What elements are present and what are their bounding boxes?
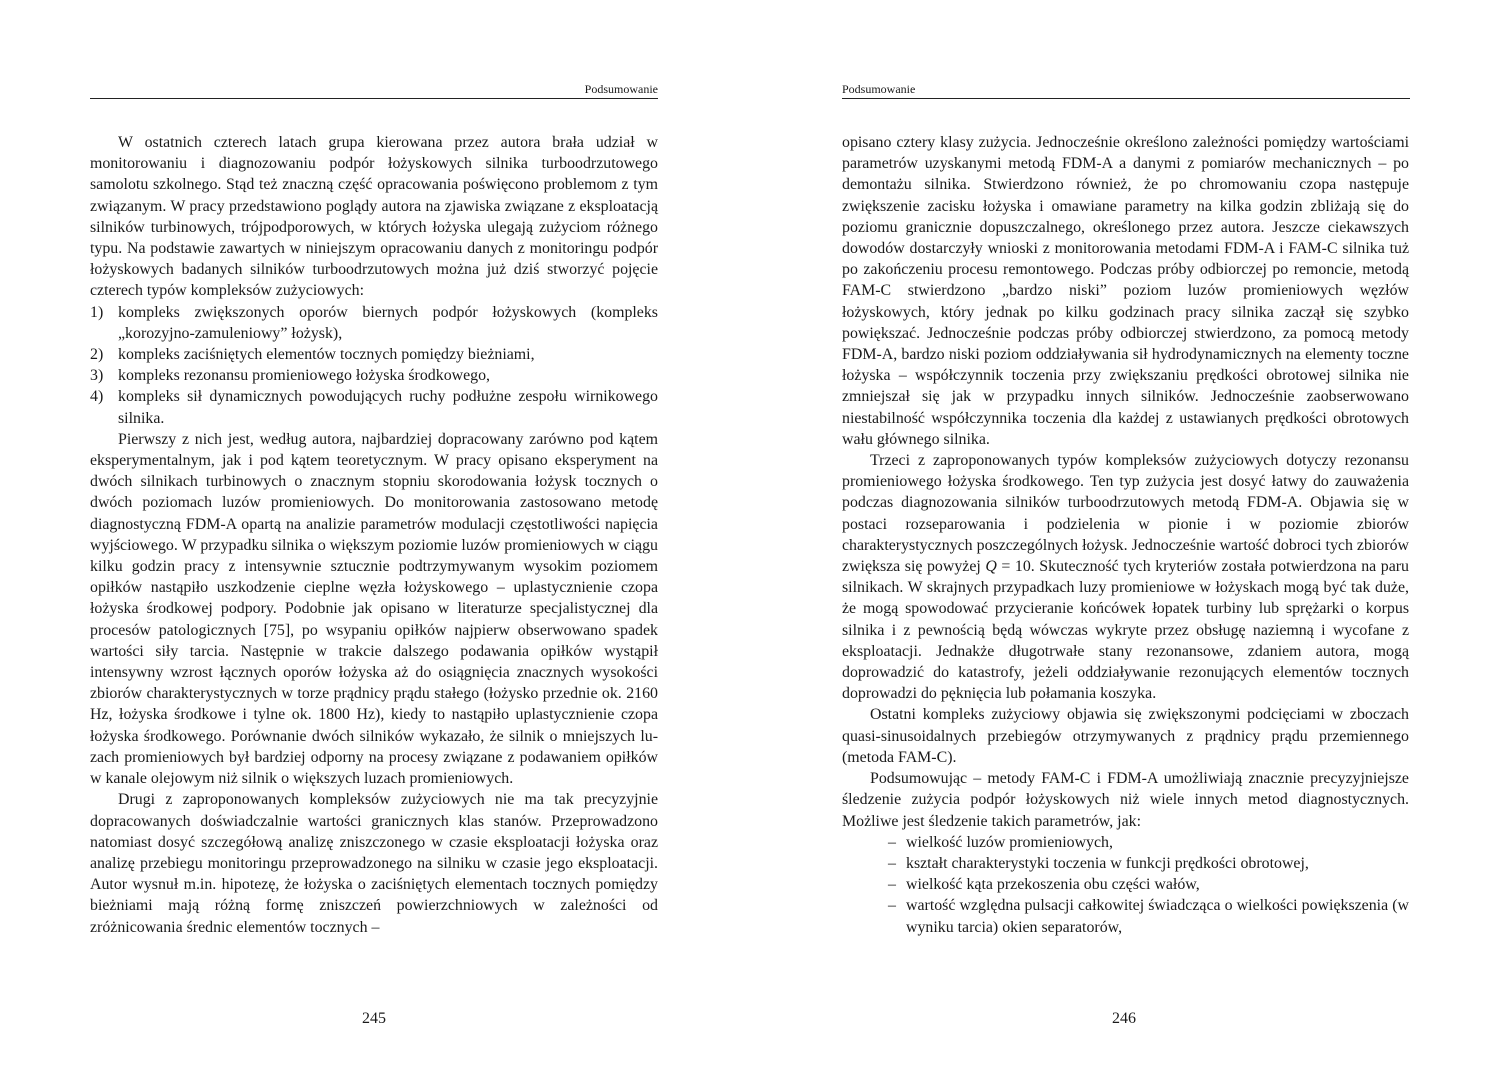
dash-list <box>888 832 1409 938</box>
list-number: 3) <box>90 367 104 385</box>
numbered-list <box>90 302 658 429</box>
list-dash: – <box>888 897 896 915</box>
list-item <box>90 344 658 365</box>
paragraph <box>842 450 1409 704</box>
paragraph: Podsumowując – metody FAM-C i FDM-A umożliwiają znacznie precyzyjniejsze śledzenie zużycia podpór łożyskowych niż wiele innych metod diagnostycznych. Możliwe jest śledzenie takich parametrów, jak: <box>842 770 1409 830</box>
list-item <box>90 302 658 344</box>
q-symbol: Q <box>985 558 997 576</box>
list-item-text: wielkość luzów promieniowych, <box>906 833 1113 851</box>
list-item <box>90 365 658 386</box>
list-number: 1) <box>90 303 104 321</box>
paragraph: Pierwszy z nich jest, według autora, najbardziej dopracowany zarówno pod kątem eksperymentalnym, jak i pod kątem teoretycznym. W pracy opisano eksperyment na dwóch silnikach turbinowych o znacznym stopniu skorodowania łożysk tocznych o dwóch poziomach luzów promieniowych. Do monitorowania zastosowano metodę diagnostyczną FDM-A opartą na analizie parametrów modulacji częstotliwości napięcia wyjściowego. W przypadku silnika o większym poziomie luzów promieniowych w ciągu kilku godzin pracy z intensywnie sztucznie podtrzymywanym wysokim poziomem opiłków nastąpiło uszkodzenie cieplne węzła łożyskowego – uplastycznienie czopa łożyska środkowej podpory. Podobnie jak opisano w literaturze specjalistycznej dla procesów patologicznych [75], po wsypaniu opiłków najpierw obserwowano spadek wartości siły tarcia. Następnie w trakcie dalszego podawania opiłków wystąpił intensywny wzrost łącznych oporów łożyska aż do osiągnięcia znacznych wysokości zbiorów charakterystycznych w torze prądnicy prądu stałego (łożysko przednie ok. 2160 Hz, łożyska środkowe i tylne ok. 1800 Hz), kiedy to nastąpiło uplastycznienie czopa łożyska środkowego. Porównanie dwóch silników wykazało, że silnik o mniejszych luzach promieniowych był bardziej odporny na procesy związane z podawaniem opiłków w kanale olejowym niż silnik o większych luzach promieniowych. <box>90 430 658 788</box>
list-dash: – <box>888 833 896 851</box>
list-item <box>90 386 658 428</box>
list-item-text: kompleks sił dynamicznych powodujących ruchy podłużne zespołu wirnikowego silnika. <box>118 388 658 427</box>
header-rule <box>842 98 1410 99</box>
paragraph: opisano cztery klasy zużycia. Jednocześnie określono zależności pomiędzy wartościami parametrów uzyskanymi metodą FDM-A a danymi z pomiarów mechanicznych – po demontażu silnika. Stwierdzono również, że po chromowaniu czopa następuje zwiększenie zacisku łożyska i omawiane parametry na kilka godzin zbliżają się do poziomu granicznie dopuszczalnego, określonego przez autora. Jeszcze ciekawszych dowodów dostarczyły wnioski z monitorowania metodami FDM-A i FAM-C silnika tuż po zakończeniu procesu remontowego. Podczas próby odbiorczej po remoncie, metodą FAM-C stwierdzono „bardzo niski” poziom luzów promieniowych węzłów łożyskowych, który jednak po kilku godzinach pracy silnika zaczął się szybko powiększać. Jednocześnie podczas próby odbiorczej stwierdzono, za pomocą metody FDM-A, bardzo niski poziom oddziaływania sił hydrodynamicznych na elementy toczne łożyska – współczynnik toczenia przy zwiększaniu prędkości obrotowej silnika nie zmniejszał się jak w przypadku innych silników. Jednocześnie zaobserwowano niestabilność współczynnika toczenia dla każdej z ustawianych prędkości obrotowych wału głównego silnika. <box>842 134 1409 448</box>
page-number: 246 <box>1112 1010 1136 1027</box>
paragraph: W ostatnich czterech latach grupa kierowana przez autora brała udział w monitorowaniu i diagnozowaniu podpór łożyskowych silnika turboodrzutowego samolotu szkolnego. Stąd też znaczną część opracowania poświęcono problemom z tym związanym. W pracy przedstawiono poglądy autora na zjawiska związane z eksploatacją silników turbinowych, trójpodporowych, w których łożyska ulegają zużyciom różnego typu. Na podstawie zawartych w niniejszym opracowaniu danych z monitoringu podpór łożyskowych badanych silników turboodrzutowych można już dziś stworzyć pojęcie czterech typów kompleksów zużyciowych: <box>90 134 658 300</box>
list-item-text: wielkość kąta przekoszenia obu części wałów, <box>906 876 1200 894</box>
paragraph: Drugi z zaproponowanych kompleksów zużyciowych nie ma tak precyzyjnie dopracowanych doświadczalnie wartości granicznych klas stanów. Przeprowadzono natomiast dosyć szczegółową analizę zniszczonego w czasie eksploatacji łożyska oraz analizę przebiegu monitoringu przeprowadzonego na silniku w czasie jego eksploatacji. Autor wysnuł m.in. hipotezę, że łożyska o zaciśniętych elementach tocznych pomiędzy bieżniami mają różną formę zniszczeń powierzchniowych w zależności od zróżnicowania średnic elementów tocznych – <box>90 791 658 936</box>
list-number: 2) <box>90 346 104 364</box>
list-dash: – <box>888 854 896 872</box>
page-body <box>842 132 1409 938</box>
list-item <box>888 895 1409 937</box>
list-item-text: kompleks zwiększonych oporów biernych podpór łożyskowych (kompleks „korozyjno-zamuleniowy” łożysk), <box>118 303 658 342</box>
paragraph-text: = 10. Skuteczność tych kryteriów została potwierdzona na paru silnikach. W skrajnych przypadkach luzy promieniowe w łożyskach mogą być tak duże, że mogą spowodować przycieranie końcówek łopatek turbiny lub sprężarki o korpus silnika i z pewnością będą wówczas wykryte przez obsługę naziemną i wycofane z eksploatacji. Jednakże długotrwałe stany rezonansowe, zdaniem autora, mogą doprowadzić do katastrofy, jeżeli oddziaływanie rezonujących elementów tocznych doprowadzi do pęknięcia lub połamania koszyka. <box>842 558 1409 703</box>
list-item <box>888 832 1409 853</box>
header-rule <box>90 98 658 99</box>
page-body <box>90 132 658 938</box>
running-header: Podsumowanie <box>584 82 658 96</box>
list-item <box>888 874 1409 895</box>
page-number: 245 <box>362 1010 386 1027</box>
list-number: 4) <box>90 388 104 406</box>
list-item-text: kształt charakterystyki toczenia w funkcji prędkości obrotowej, <box>906 854 1309 872</box>
list-item-text: kompleks zaciśniętych elementów tocznych pomiędzy bieżniami, <box>118 346 535 364</box>
list-item-text: wartość względna pulsacji całkowitej świadcząca o wielkości powiększenia (w wyniku tarcia) okien separatorów, <box>906 897 1409 936</box>
paragraph-text: Trzeci z zaproponowanych typów kompleksów zużyciowych dotyczy rezonansu promieniowego łożyska środkowego. Ten typ zużycia jest dosyć łatwy do zauważenia podczas diagnozowania silników turboodrzutowych metodą FDM-A. Objawia się w postaci rozseparowania i podzielenia w pionie i w poziomie zbiorów charakterystycznych poszczególnych łożysk. Jednocześnie wartość dobroci tych zbiorów zwiększa się powyżej <box>842 452 1409 576</box>
paragraph: Ostatni kompleks zużyciowy objawia się zwiększonymi podcięciami w zboczach quasi-sinusoidalnych przebiegów otrzymywanych z prądnicy prądu przemiennego (metoda FAM-C). <box>842 706 1409 766</box>
list-item-text: kompleks rezonansu promieniowego łożyska środkowego, <box>118 367 491 385</box>
right-page <box>750 0 1500 1073</box>
running-header: Podsumowanie <box>842 82 916 96</box>
list-item <box>888 853 1409 874</box>
list-dash: – <box>888 876 896 894</box>
